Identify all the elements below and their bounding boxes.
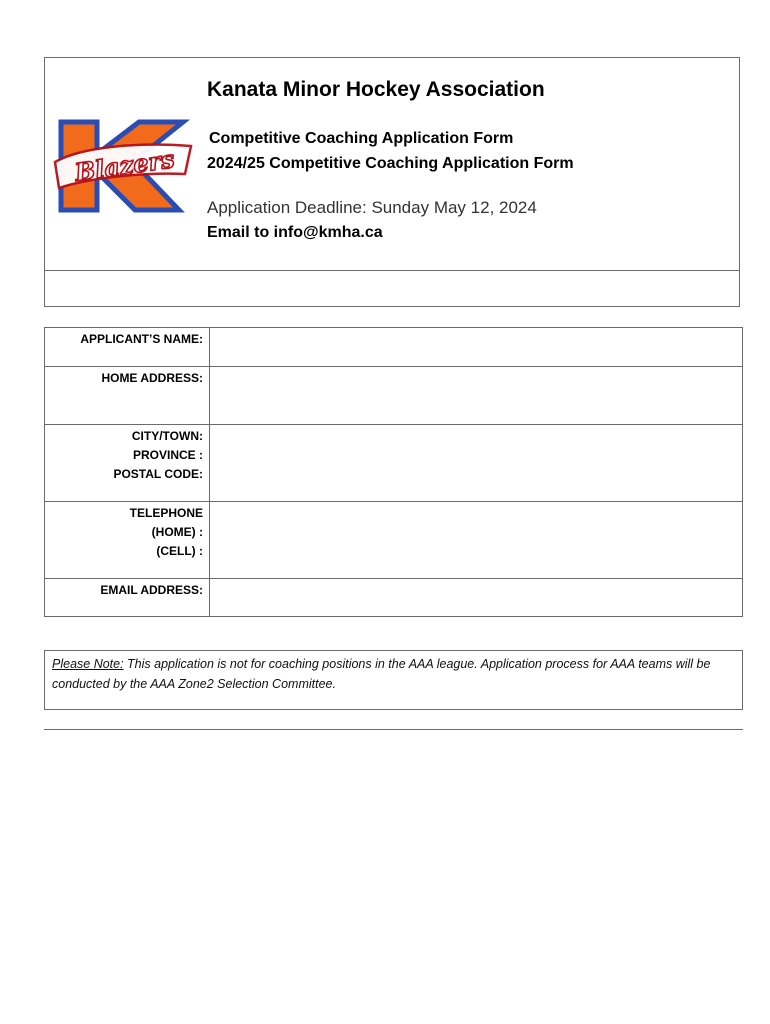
- email-address-label: EMAIL ADDRESS:: [45, 579, 210, 617]
- form-season-title: 2024/25 Competitive Coaching Application Form: [207, 155, 574, 172]
- form-subtitle: Competitive Coaching Application Form: [209, 130, 514, 147]
- header-box: [44, 57, 740, 307]
- application-deadline: Application Deadline: Sunday May 12, 2024: [207, 198, 537, 217]
- applicant-name-label: APPLICANT’S NAME:: [45, 328, 210, 367]
- kanata-blazers-logo: [53, 116, 195, 216]
- home-address-label: HOME ADDRESS:: [45, 367, 210, 425]
- city-province-postal-field[interactable]: [210, 425, 743, 502]
- applicant-info-table: [44, 327, 743, 617]
- table-row: [45, 502, 743, 579]
- header-divider: [45, 270, 739, 271]
- telephone-field[interactable]: [210, 502, 743, 579]
- org-title: Kanata Minor Hockey Association: [207, 78, 545, 101]
- submission-email: Email to info@kmha.ca: [207, 224, 383, 241]
- home-address-field[interactable]: [210, 367, 743, 425]
- table-row: [45, 367, 743, 425]
- aaa-note: [44, 650, 743, 710]
- city-province-postal-label: CITY/TOWN: PROVINCE : POSTAL CODE:: [45, 425, 210, 502]
- table-row: [45, 425, 743, 502]
- table-row: [45, 579, 743, 617]
- table-row: [45, 328, 743, 367]
- note-label: Please Note:: [52, 657, 124, 671]
- bottom-rule: [44, 729, 743, 730]
- note-text: This application is not for coaching positions in the AAA league. Application process for AAA teams will be conducted by the AAA Zone2 Selection Committee.: [52, 657, 711, 691]
- email-address-field[interactable]: [210, 579, 743, 617]
- applicant-name-field[interactable]: [210, 328, 743, 367]
- logo-wordmark: Blazers: [73, 144, 177, 187]
- telephone-label: TELEPHONE (HOME) : (CELL) :: [45, 502, 210, 579]
